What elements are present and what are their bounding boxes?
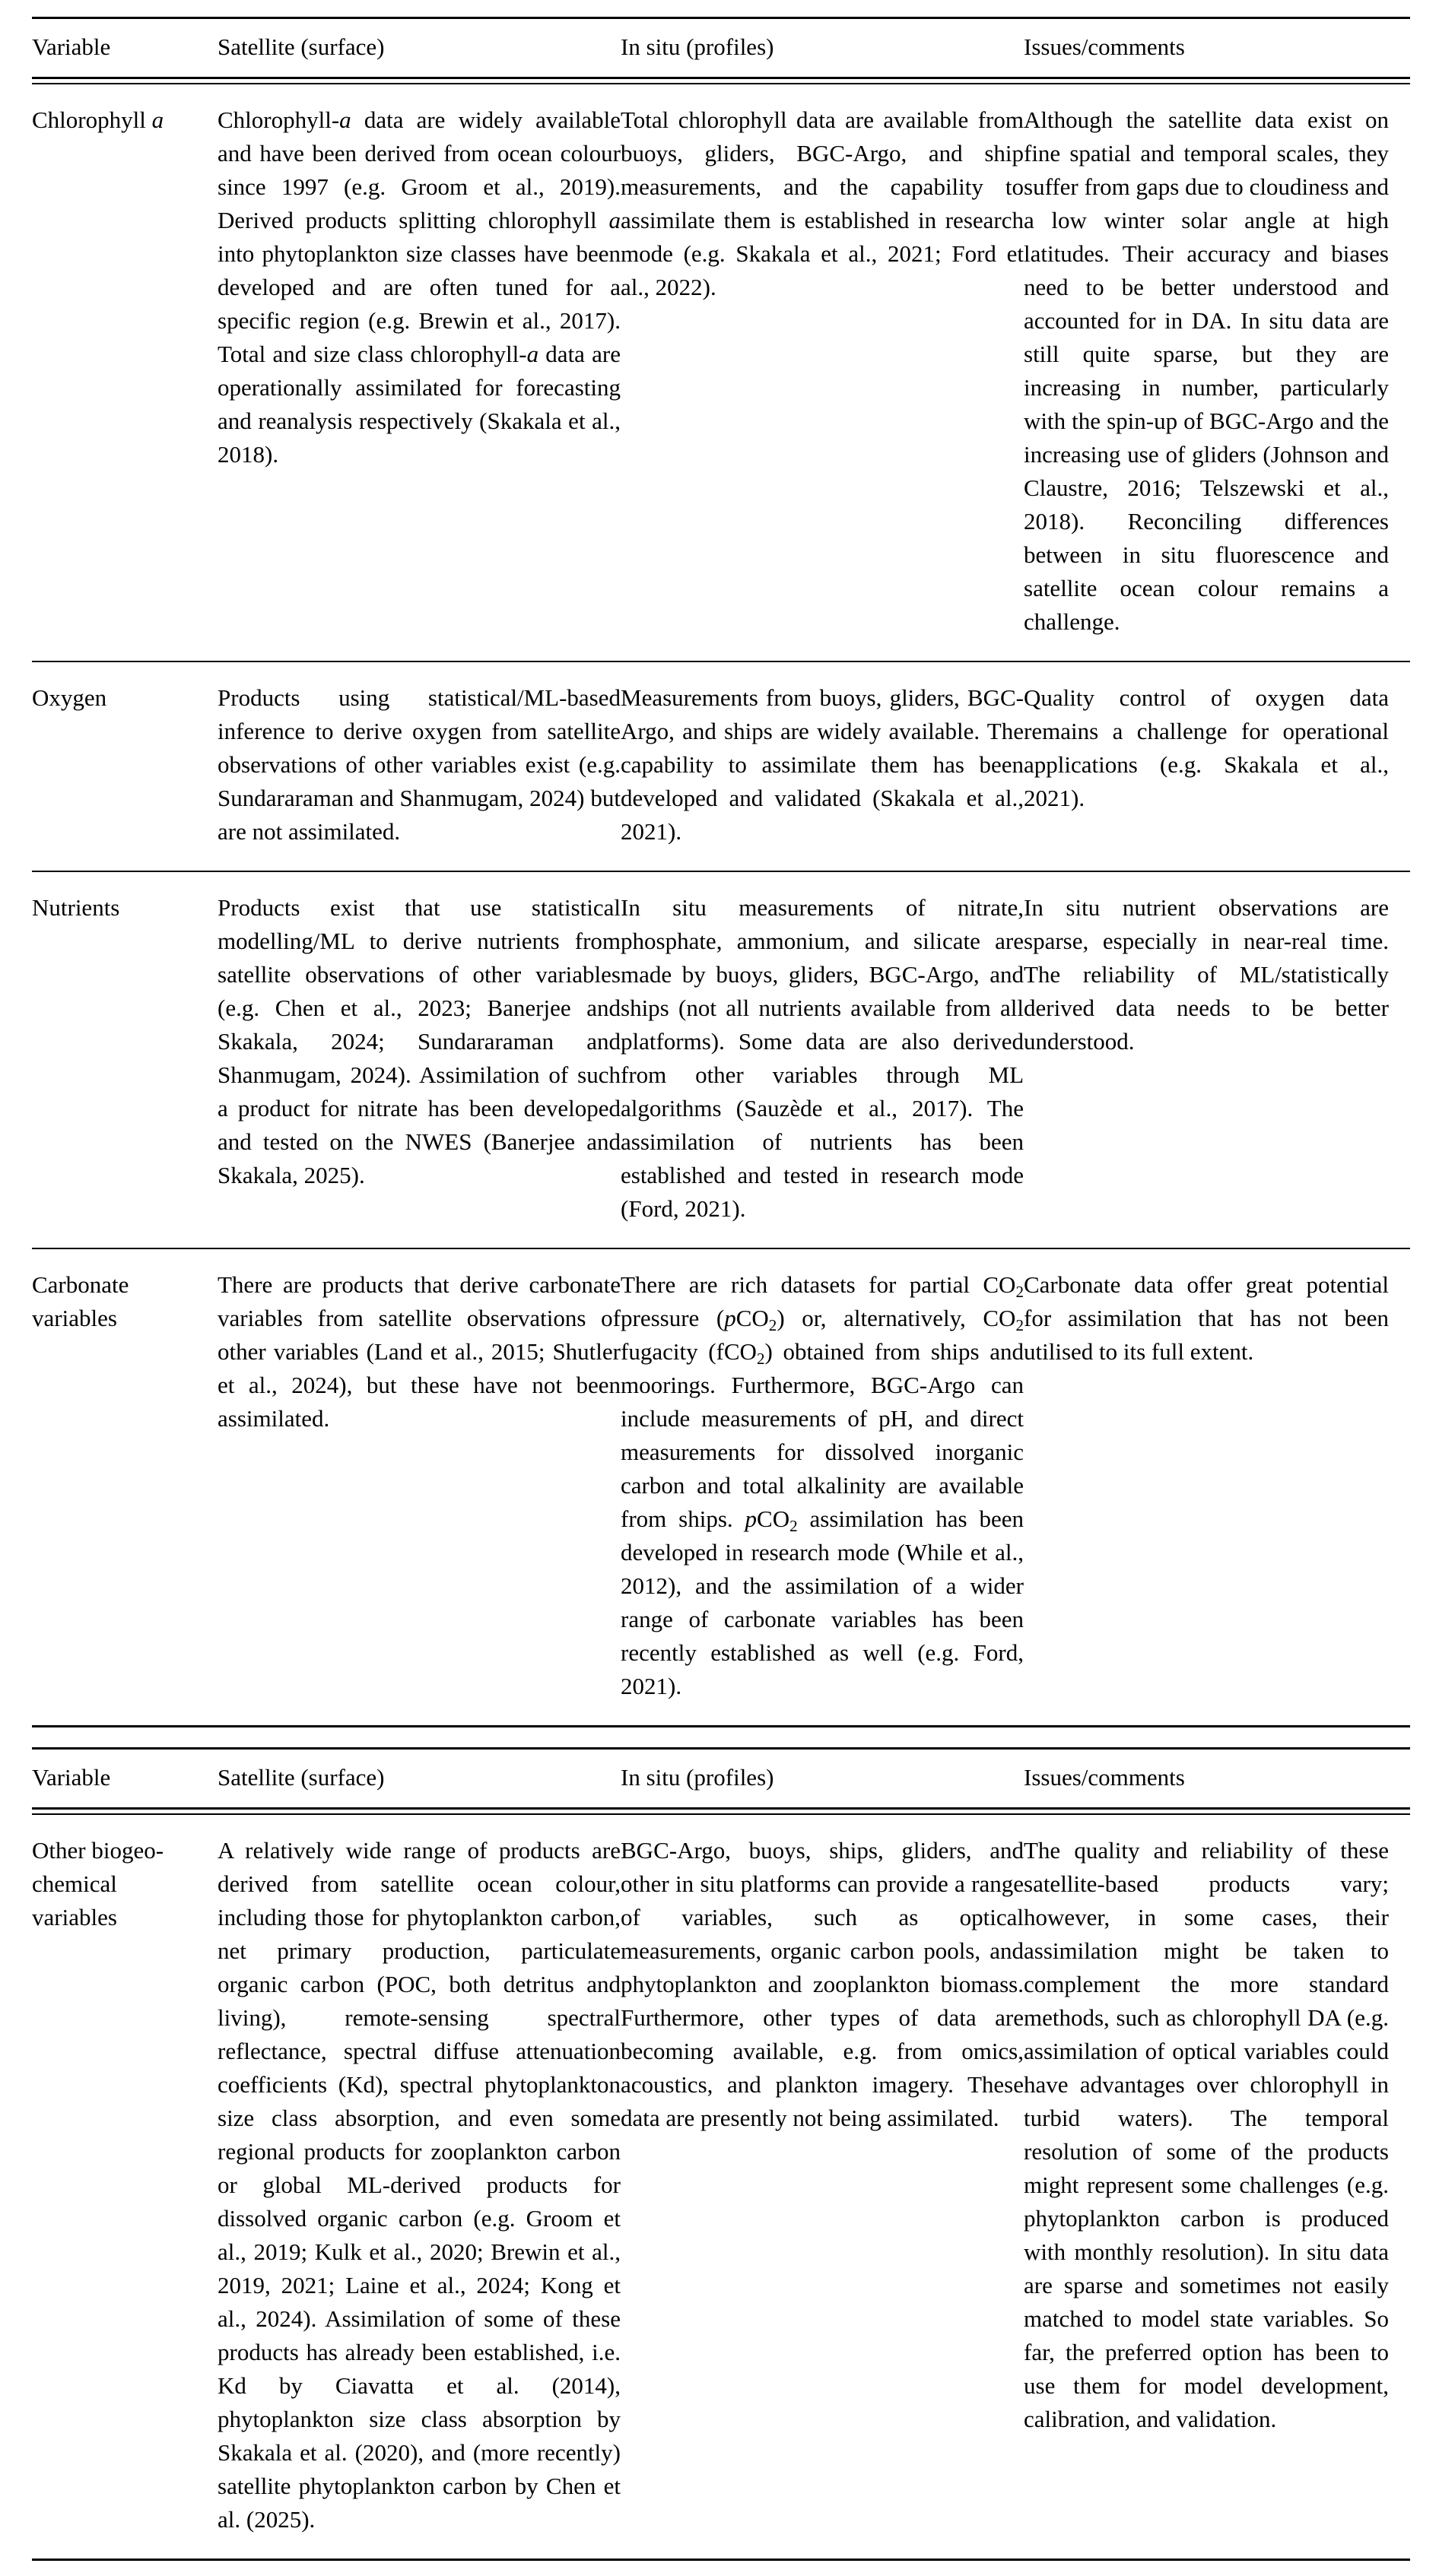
cell-chlorophyll-a-in-situ: Total chlorophyll data are available from buoys, gliders, BGC-Argo, and ship measurements, and the capability to assimilate them is established in research mode (e.g. Skakala et al., 2021; Ford et al., 2022). [621,106,1024,300]
column-header-in-situ: In situ (profiles) [621,33,774,60]
table-gap [32,1727,1410,1747]
header-double-rule [32,1807,1410,1815]
table-header-row [32,1750,1410,1807]
cell-oxygen-satellite: Products using statistical/ML-based inference to derive oxygen from satellite observations of other variables exist (e.g. Sundararaman and Shanmugam, 2024) but are not assimilated. [218,684,621,845]
cell-other-bgc-issues: The quality and reliability of these satellite-based products vary; however, in some cases, their assimilation might be taken to complement the more standard methods, such as chlorophyll DA (e.g. assimilation of optical variables could have advantages over chlorophyll in turbid waters). The temporal resolution of some of the products might represent some challenges (e.g. phytoplankton carbon is produced with monthly resolution). In situ data are sparse and sometimes not easily matched to model state variables. So far, the preferred option has been to use them for model development, calibration, and validation. [1024,1837,1389,2432]
cell-nutrients-issues: In situ nutrient observations are sparse, especially in near-real time. The reliability of ML/statistically derived data needs to be better understood. [1024,894,1389,1055]
table-bottom-rule [32,2559,1410,2561]
cell-oxygen-variable: Oxygen [32,684,107,711]
table-row-chlorophyll-a [32,84,1410,661]
table-observations-lower [32,1747,1410,2561]
cell-oxygen-in-situ: Measurements from buoys, gliders, BGC-Argo, and ships are widely available. The capability to assimilate them has been developed and validated (Skakala et al., 2021). [621,684,1024,845]
table-observations-upper [32,17,1410,1727]
table-row-oxygen [32,662,1410,871]
cell-nutrients-satellite: Products exist that use statistical modelling/ML to derive nutrients from satellite observations of other variables (e.g. Chen et al., 2023; Banerjee and Skakala, 2024; Sundararaman and Shanmugam, 2024). Assimilation of such a product for nitrate has been developed and tested on the NWES (Banerjee and Skakala, 2025). [218,894,621,1188]
cell-chlorophyll-a-satellite: Chlorophyll-a data are widely available and have been derived from ocean colour since 1997 (e.g. Groom et al., 2019). Derived products splitting chlorophyll a into phytoplankton size classes have been developed and are often tuned for a specific region (e.g. Brewin et al., 2017). Total and size class chlorophyll-a data are operationally assimilated for forecasting and reanalysis respectively (Skakala et al., 2018). [218,106,621,468]
table-row-carbonate-variables [32,1249,1410,1725]
column-header-issues: Issues/comments [1024,33,1185,60]
cell-carbonate-satellite: There are products that derive carbonate variables from satellite observations of other variables (Land et al., 2015; Shutler et al., 2024), but these have not been assimilated. [218,1271,621,1432]
column-header-in-situ: In situ (profiles) [621,1764,774,1791]
cell-carbonate-in-situ: There are rich datasets for partial $CO_2$ pressure (pCO$_2$) or, alternatively, $CO_2$ fugacity (fCO$_2$) obtained from ships and moorings. Furthermore, BGC-Argo can include measurements of pH, and direct measurements for dissolved inorganic carbon and total alkalinity are available from ships. pCO$_2$ assimilation has been developed in research mode (While et al., 2012), and the assimilation of a wider range of carbonate variables has been recently established as well (e.g. Ford, 2021). [621,1271,1024,1699]
column-header-satellite: Satellite (surface) [218,1764,385,1791]
cell-carbonate-variable: Carbonate variables [32,1271,129,1331]
column-header-satellite: Satellite (surface) [218,33,385,60]
cell-chlorophyll-a-issues: Although the satellite data exist on fine spatial and temporal scales, they suffer from gaps due to cloudiness and a low winter solar angle at high latitudes. Their accuracy and biases need to be better understood and accounted for in DA. In situ data are still quite sparse, but they are increasing in number, particularly with the spin-up of BGC-Argo and the increasing use of gliders (Johnson and Claustre, 2016; Telszewski et al., 2018). Reconciling differences between in situ fluorescence and satellite ocean colour remains a challenge. [1024,106,1389,635]
table-header-row [32,19,1410,77]
column-header-variable: Variable [32,33,111,60]
cell-nutrients-in-situ: In situ measurements of nitrate, phosphate, ammonium, and silicate are made by buoys, gliders, BGC-Argo, and ships (not all nutrients available from all platforms). Some data are also derived from other variables through ML algorithms (Sauzède et al., 2017). The assimilation of nutrients has been established and tested in research mode (Ford, 2021). [621,894,1024,1222]
table-row-nutrients [32,872,1410,1248]
cell-chlorophyll-a-variable: Chlorophyll a [32,106,164,133]
column-header-variable: Variable [32,1764,111,1791]
table-row-other-biogeochemical [32,1815,1410,2559]
cell-other-bgc-satellite: A relatively wide range of products are derived from satellite ocean colour, including those for phytoplankton carbon, net primary production, particulate organic carbon (POC, both detritus and living), remote-sensing spectral reflectance, spectral diffuse attenuation coefficients (Kd), spectral phytoplankton size class absorption, and even some regional products for zooplankton carbon or global ML-derived products for dissolved organic carbon (e.g. Groom et al., 2019; Kulk et al., 2020; Brewin et al., 2019, 2021; Laine et al., 2024; Kong et al., 2024). Assimilation of some of these products has already been established, i.e. Kd by Ciavatta et al. (2014), phytoplankton size class absorption by Skakala et al. (2020), and (more recently) satellite phytoplankton carbon by Chen et al. (2025). [218,1837,621,2533]
cell-other-bgc-in-situ: BGC-Argo, buoys, ships, gliders, and other in situ platforms can provide a range of variables, such as optical measurements, organic carbon pools, and phytoplankton and zooplankton biomass. Furthermore, other types of data are becoming available, e.g. from omics, acoustics, and plankton imagery. These data are presently not being assimilated. [621,1837,1024,2131]
cell-oxygen-issues: Quality control of oxygen data remains a challenge for operational applications (e.g. Skakala et al., 2021). [1024,684,1389,811]
cell-carbonate-issues: Carbonate data offer great potential for assimilation that has not been utilised to its full extent. [1024,1271,1389,1365]
cell-other-bgc-variable: Other biogeo- chemical variables [32,1837,164,1930]
header-double-rule [32,77,1410,84]
cell-nutrients-variable: Nutrients [32,894,120,921]
column-header-issues: Issues/comments [1024,1764,1185,1791]
